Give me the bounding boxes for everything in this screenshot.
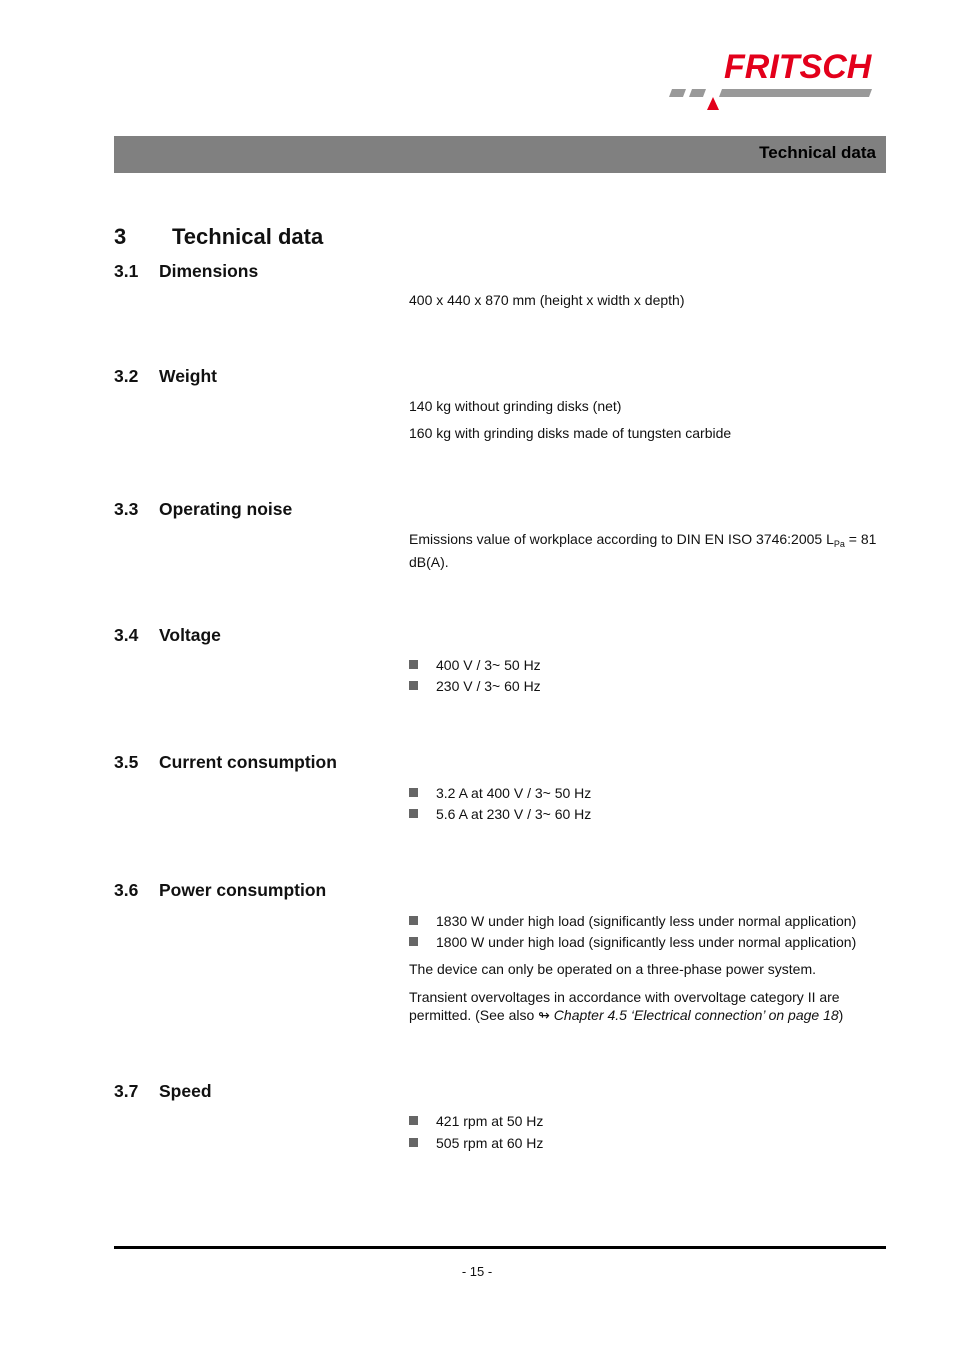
bullet-icon	[409, 916, 418, 925]
noise-text-main: Emissions value of workplace according to DIN EN ISO 3746:2005 L	[409, 531, 834, 547]
section-heading-weight	[114, 366, 217, 387]
bullet-icon	[409, 660, 418, 669]
list-item	[409, 1112, 543, 1130]
power-note: The device can only be operated on a three-phase power system.	[409, 961, 817, 977]
section-heading-noise	[114, 499, 292, 520]
noise-text-value: = 81 dB(A).	[409, 531, 877, 570]
weight-line: 160 kg with grinding disks made of tungsten carbide	[409, 425, 732, 441]
list-item-text: 3.2 A at 400 V / 3~ 50 Hz	[436, 785, 592, 801]
note-text: Transient overvoltages in accordance with overvoltage category II are permitted. (See also	[409, 989, 840, 1023]
section-title: Dimensions	[159, 261, 259, 281]
logo-graphic	[668, 52, 890, 114]
bullet-icon	[409, 1138, 418, 1147]
section-heading-dimensions	[114, 261, 258, 282]
section-number: 3.5	[114, 752, 139, 772]
fritsch-logo	[668, 48, 890, 114]
section-title: Power consumption	[159, 880, 327, 900]
list-item-text: 421 rpm at 50 Hz	[436, 1113, 544, 1129]
section-number: 3.2	[114, 366, 139, 386]
page-number: - 15 -	[461, 1264, 493, 1279]
logo-text: FRITSCH	[724, 48, 872, 86]
section-number: 3.6	[114, 880, 139, 900]
bullet-icon	[409, 681, 418, 690]
section-number: 3.3	[114, 499, 139, 519]
list-item	[409, 805, 591, 823]
section-title: Current consumption	[159, 752, 337, 772]
list-item	[409, 677, 541, 695]
list-item-text: 400 V / 3~ 50 Hz	[436, 657, 541, 673]
list-item-text: 1800 W under high load (significantly less under normal application)	[436, 934, 857, 950]
bullet-icon	[409, 809, 418, 818]
section-number: 3.1	[114, 261, 139, 281]
section-title: Speed	[159, 1081, 212, 1101]
noise-subscript: Pa	[833, 539, 845, 549]
header-bar	[114, 136, 886, 173]
footer-divider	[114, 1246, 886, 1249]
header-title: Technical data	[759, 143, 876, 162]
chapter-heading	[114, 224, 323, 250]
bullet-icon	[409, 788, 418, 797]
list-item-text: 5.6 A at 230 V / 3~ 60 Hz	[436, 806, 592, 822]
section-heading-current	[114, 752, 337, 773]
power-overvoltage-note	[409, 988, 887, 1024]
weight-line: 140 kg without grinding disks (net)	[409, 398, 622, 414]
chapter-title: Technical data	[172, 224, 324, 249]
noise-text	[409, 530, 887, 571]
list-item	[409, 656, 541, 674]
list-item	[409, 912, 856, 930]
section-title: Operating noise	[159, 499, 293, 519]
list-item-text: 505 rpm at 60 Hz	[436, 1135, 544, 1151]
cross-reference-icon: ↬	[538, 1007, 550, 1023]
dimensions-text: 400 x 440 x 870 mm (height x width x depth)	[409, 292, 685, 308]
list-item	[409, 933, 856, 951]
section-heading-speed	[114, 1081, 212, 1102]
section-title: Voltage	[159, 625, 221, 645]
section-heading-voltage	[114, 625, 221, 646]
chapter-link[interactable]: Chapter 4.5 ‘Electrical connection’ on page 18	[553, 1007, 839, 1023]
bullet-icon	[409, 1116, 418, 1125]
list-item	[409, 784, 591, 802]
bullet-icon	[409, 937, 418, 946]
section-number: 3.4	[114, 625, 139, 645]
section-title: Weight	[159, 366, 218, 386]
note-text-end: )	[838, 1007, 844, 1023]
list-item-text: 230 V / 3~ 60 Hz	[436, 678, 541, 694]
section-heading-power	[114, 880, 326, 901]
chapter-number: 3	[114, 224, 127, 249]
list-item-text: 1830 W under high load (significantly less under normal application)	[436, 913, 857, 929]
section-number: 3.7	[114, 1081, 139, 1101]
list-item	[409, 1134, 543, 1152]
